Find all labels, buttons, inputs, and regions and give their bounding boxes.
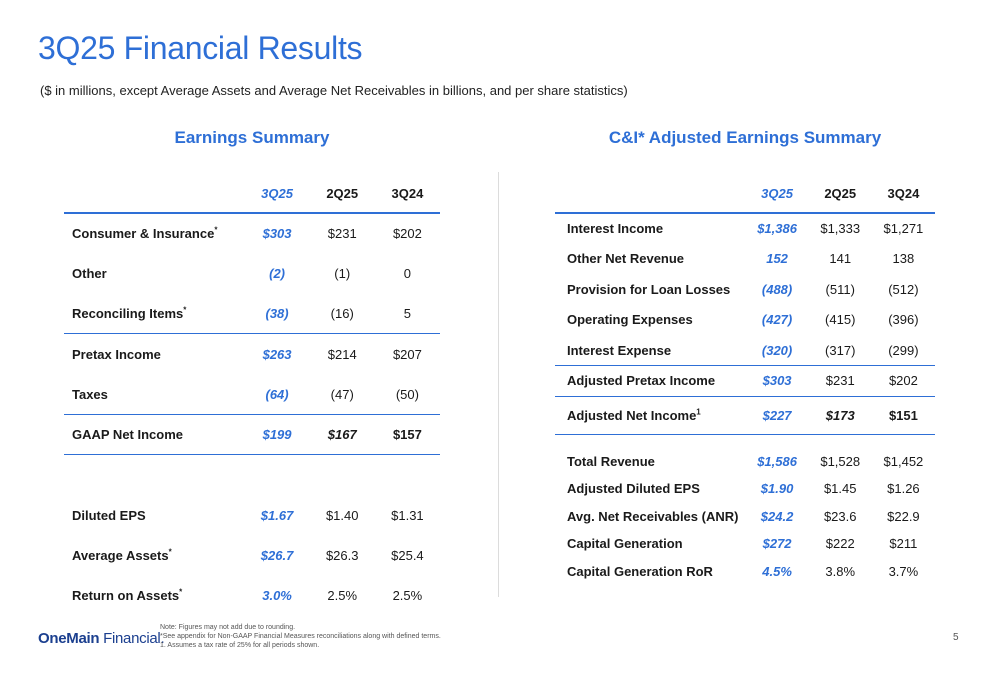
value-3q24: 2.5% (392, 588, 423, 604)
value-3q25: $263 (244, 334, 309, 374)
value-2q25: $167 (310, 414, 375, 454)
table-row (64, 576, 440, 616)
value-3q25: $26.7 (260, 548, 294, 564)
value-3q25: $303 (262, 226, 292, 242)
value-3q24: $1,452 (883, 453, 924, 469)
table-row (64, 294, 440, 334)
footnote-non-gaap: *See appendix for Non-GAAP Financial Measures reconciliations along with defined terms. (160, 633, 441, 640)
table-row (64, 334, 440, 374)
value-2q25: 3.8% (825, 563, 856, 579)
value-3q24: $207 (375, 334, 440, 374)
value-2q25: $23.6 (823, 508, 857, 524)
value-3q24: $157 (375, 414, 440, 454)
table-row (555, 335, 935, 366)
row-label: Interest Expense (567, 342, 672, 358)
column-divider (498, 172, 499, 597)
table-row (555, 503, 935, 531)
table-row (555, 475, 935, 503)
value-3q25: (38) (265, 305, 289, 321)
header-2q25: 2Q25 (809, 174, 872, 213)
table-row (555, 244, 935, 275)
row-label: Reconciling Items* (72, 305, 187, 321)
row-label: GAAP Net Income (64, 414, 244, 454)
row-label: Taxes (72, 386, 108, 402)
earnings-summary-title: Earnings Summary (174, 128, 330, 147)
value-3q24: $25.4 (391, 548, 424, 564)
value-3q24: $1,271 (883, 221, 924, 237)
value-2q25: (317) (825, 342, 856, 358)
value-3q25: $1,586 (757, 453, 797, 469)
value-2q25: 141 (829, 251, 852, 267)
value-2q25: (511) (825, 281, 855, 297)
value-2q25: (1) (334, 265, 351, 281)
value-2q25: $231 (327, 226, 357, 242)
table-row (64, 253, 440, 293)
header-spacer (555, 174, 746, 213)
table-header-row (64, 174, 440, 213)
value-3q24: $151 (872, 396, 935, 434)
table-row (555, 274, 935, 305)
table-row (64, 535, 440, 575)
adjusted-earnings-summary-table (555, 174, 935, 585)
value-3q25: $303 (746, 366, 809, 397)
table-gap (555, 434, 935, 448)
table-row (555, 305, 935, 336)
value-2q25: (415) (825, 312, 856, 328)
value-3q24: 0 (403, 265, 412, 281)
row-label: Adjusted Diluted EPS (567, 481, 700, 497)
value-2q25: (16) (330, 305, 354, 321)
value-2q25: $231 (809, 366, 872, 397)
value-3q25: $227 (746, 396, 809, 434)
value-2q25: $214 (310, 334, 375, 374)
value-3q24: $202 (392, 226, 422, 242)
row-label: Avg. Net Receivables (ANR) (567, 508, 739, 524)
row-label: Total Revenue (567, 453, 655, 469)
table-row (555, 558, 935, 586)
value-2q25: $26.3 (325, 548, 359, 564)
value-3q25: 4.5% (762, 563, 792, 579)
footnote-tax-rate: 1. Assumes a tax rate of 25% for all periods shown. (160, 642, 320, 649)
row-label: Diluted EPS (72, 507, 146, 523)
value-3q25: $199 (244, 414, 309, 454)
row-label: Operating Expenses (567, 312, 693, 328)
value-3q25: (64) (265, 386, 289, 402)
value-3q24: $1.31 (391, 507, 424, 523)
value-3q24: (512) (888, 281, 919, 297)
adjusted-earnings-summary-title: C&I* Adjusted Earnings Summary (608, 128, 882, 147)
header-3q24: 3Q24 (872, 174, 935, 213)
table-row (64, 414, 440, 454)
table-row (64, 495, 440, 535)
value-2q25: $222 (825, 536, 855, 552)
value-3q24: $1.26 (887, 481, 920, 497)
footnotes (160, 623, 441, 650)
value-3q25: $1,386 (757, 221, 797, 237)
value-3q24: $211 (889, 536, 918, 552)
header-2q25: 2Q25 (310, 174, 375, 213)
value-3q25: (320) (761, 342, 793, 358)
value-3q24: (50) (395, 386, 419, 402)
page-title: 3Q25 Financial Results (38, 30, 363, 66)
header-spacer (64, 174, 244, 213)
value-3q25: (488) (761, 281, 793, 297)
value-2q25: $173 (809, 396, 872, 434)
value-2q25: $1.40 (325, 507, 359, 523)
row-label: Return on Assets* (72, 587, 183, 604)
value-3q24: (396) (888, 312, 919, 328)
value-3q25: $24.2 (760, 508, 794, 524)
table-row (64, 374, 440, 414)
value-2q25: 2.5% (327, 588, 358, 604)
value-2q25: $1.45 (823, 481, 857, 497)
value-3q25: 3.0% (262, 588, 292, 604)
row-label: Provision for Loan Losses (567, 281, 731, 297)
footnote-rounding: Note: Figures may not add due to rounding. (160, 624, 296, 631)
row-label: Interest Income (567, 221, 664, 237)
value-2q25: $1,528 (820, 453, 861, 469)
value-3q25: (2) (269, 265, 285, 281)
value-3q25: 152 (766, 251, 788, 267)
row-label: Average Assets* (72, 547, 172, 564)
onemain-financial-logo: OneMain Financial. (38, 630, 165, 647)
value-3q25: $1.67 (260, 507, 294, 523)
row-label: Adjusted Net Income$^1$ (555, 396, 746, 434)
table-row (555, 530, 935, 558)
page-subtitle: ($ in millions, except Average Assets and Average Net Receivables in billions, and per share statistics) (40, 83, 628, 98)
value-3q24: 3.7% (888, 563, 919, 579)
value-2q25: (47) (330, 386, 354, 402)
value-3q25: $1.90 (760, 481, 794, 497)
table-header-row (555, 174, 935, 213)
value-3q24: (299) (888, 342, 919, 358)
value-3q24: $202 (872, 366, 935, 397)
value-3q24: 5 (403, 305, 412, 321)
page-number: 5 (953, 632, 959, 643)
table-row (64, 213, 440, 253)
value-3q25: $272 (762, 536, 792, 552)
table-row (555, 366, 935, 397)
header-3q25: 3Q25 (244, 174, 309, 213)
table-row (555, 448, 935, 476)
row-label: Adjusted Pretax Income (555, 366, 746, 397)
header-3q25: 3Q25 (746, 174, 809, 213)
value-3q24: $22.9 (887, 508, 920, 524)
row-label: Capital Generation (567, 536, 683, 552)
value-2q25: $1,333 (820, 221, 861, 237)
header-3q24: 3Q24 (375, 174, 440, 213)
row-label: Capital Generation RoR (567, 563, 713, 579)
value-3q25: (427) (761, 312, 793, 328)
row-label: Pretax Income (64, 334, 244, 374)
row-label: Other Net Revenue (567, 251, 685, 267)
earnings-summary-table (64, 174, 440, 616)
row-label: Other (72, 265, 107, 281)
table-row (555, 213, 935, 244)
table-row (555, 396, 935, 434)
row-label: Consumer & Insurance* (72, 225, 218, 242)
value-3q24: 138 (892, 251, 915, 267)
table-gap (64, 455, 440, 495)
